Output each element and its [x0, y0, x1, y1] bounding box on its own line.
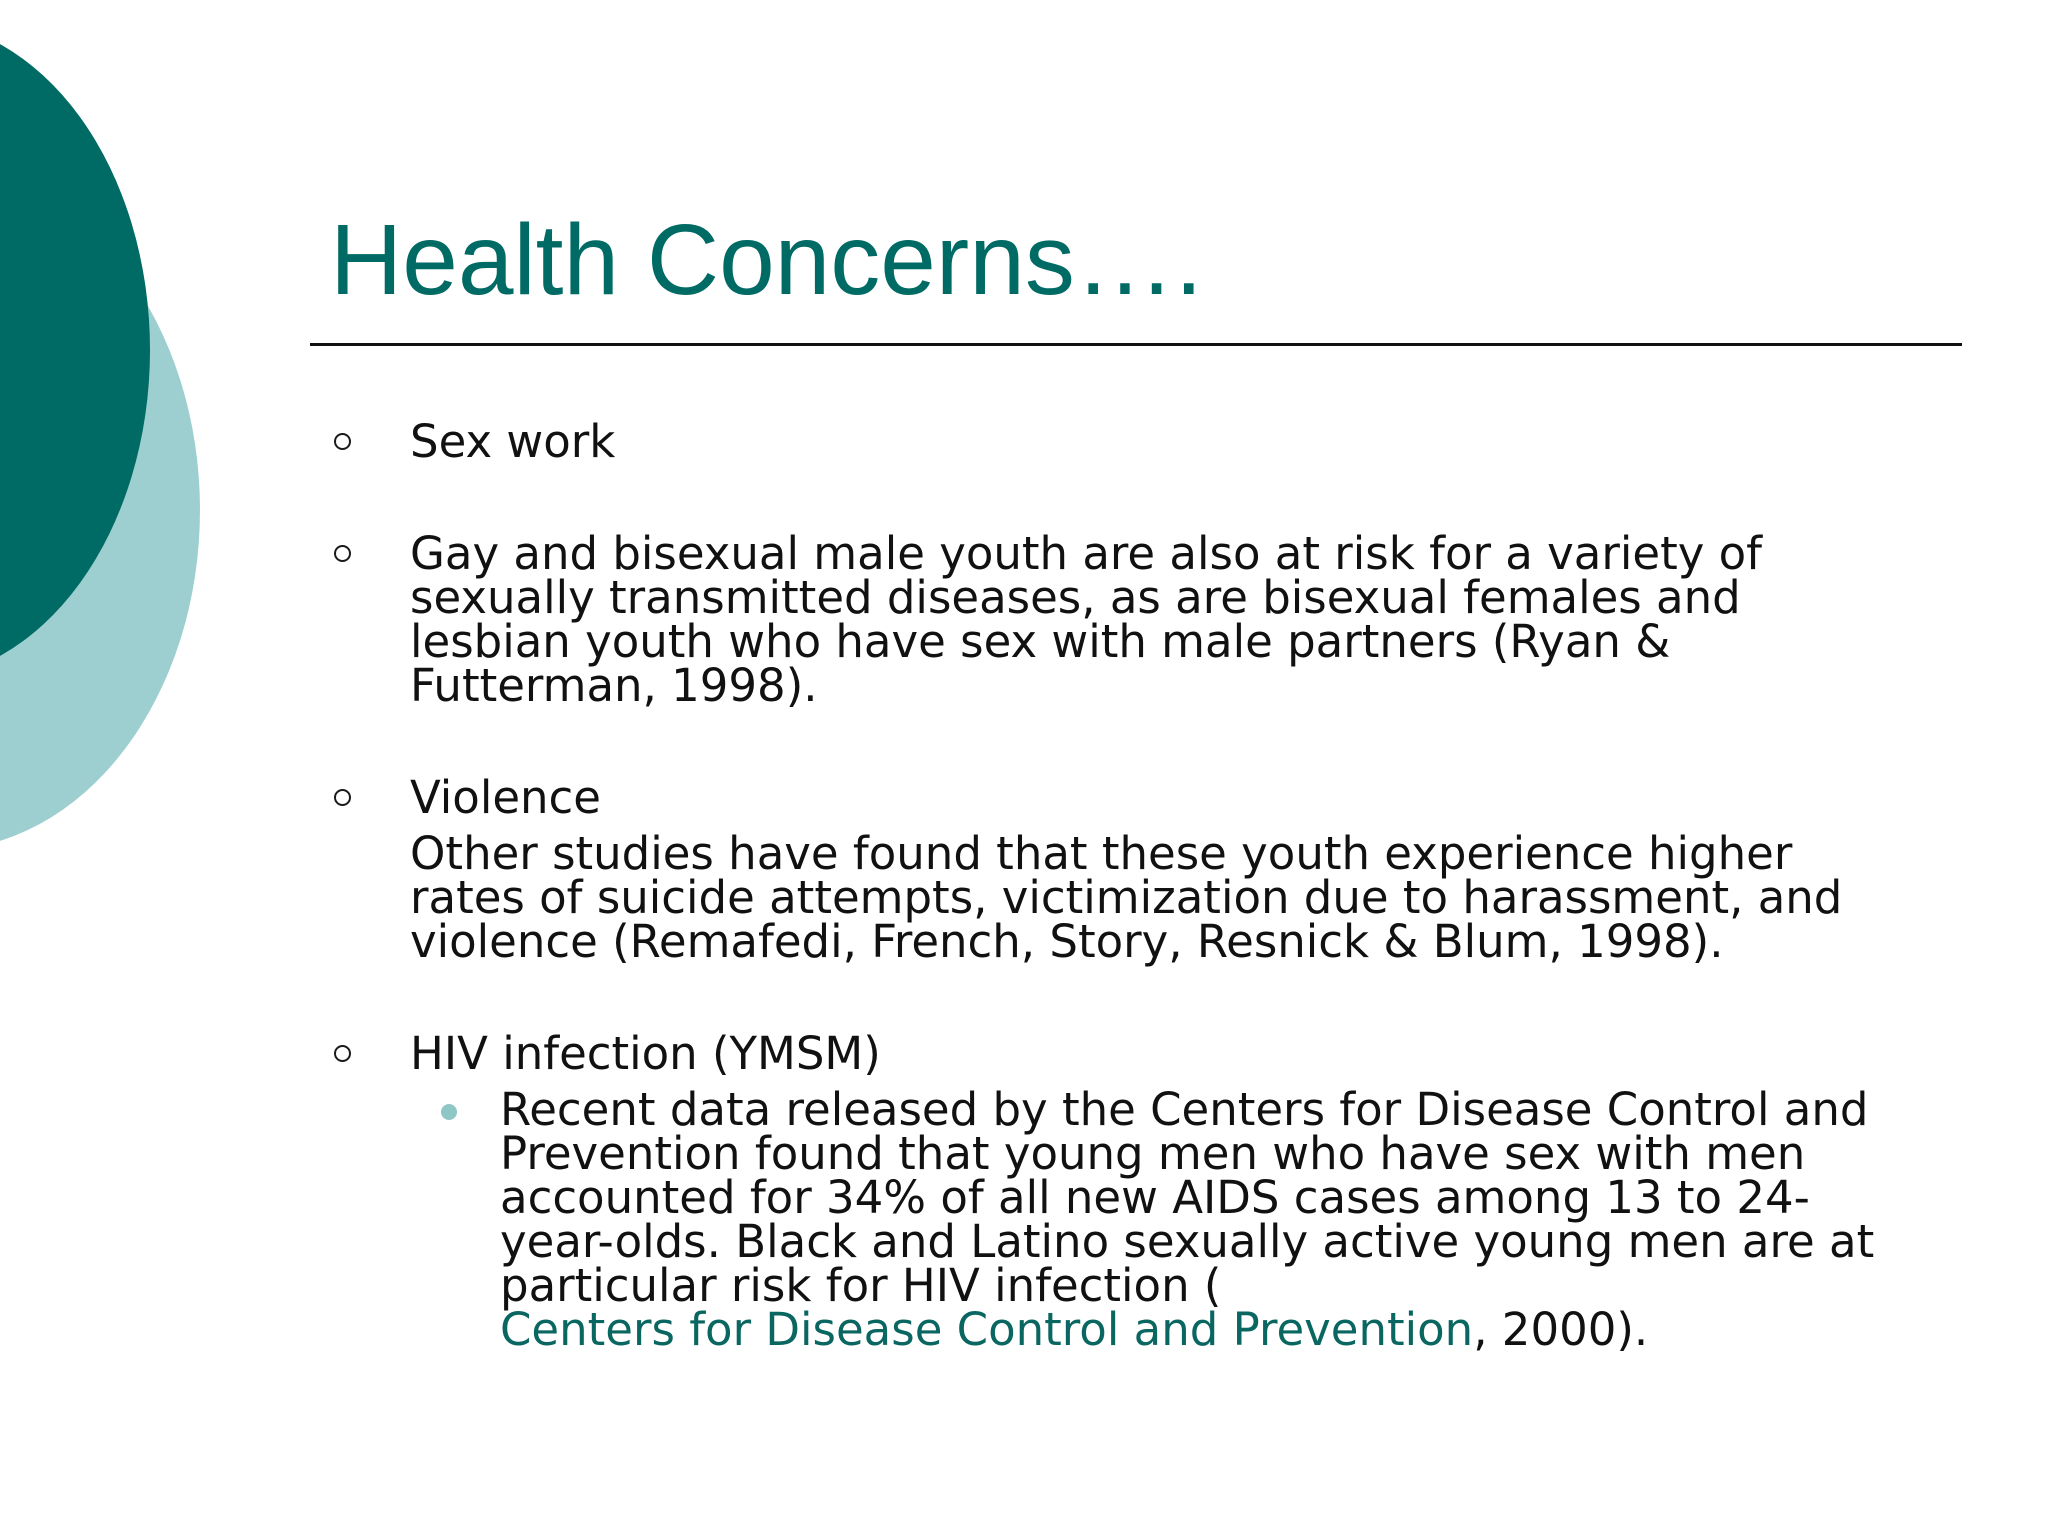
bullet-heading: Violence — [410, 771, 601, 824]
text-line: Gay and bisexual male youth are also at risk for a variety of — [410, 527, 1763, 580]
text-line: violence (Remafedi, French, Story, Resnick & Blum, 1998). — [410, 915, 1724, 968]
text-line: Other studies have found that these youth experience higher — [410, 827, 1793, 880]
text-line: accounted for 34% of all new AIDS cases among 13 to 24- — [500, 1171, 1810, 1224]
hollow-bullet-icon — [334, 789, 351, 806]
citation-line — [500, 1303, 1874, 1356]
sub-bullet-paragraph — [500, 1083, 1875, 1356]
text-line: lesbian youth who have sex with male partners (Ryan & — [410, 615, 1671, 668]
slide-title: Health Concerns…. — [330, 204, 1203, 316]
text-line: Futterman, 1998). — [410, 659, 818, 712]
citation-suffix: , 2000). — [1473, 1303, 1649, 1356]
hollow-bullet-icon — [334, 433, 351, 450]
cdc-link[interactable]: Centers for Disease Control and Prevention — [500, 1303, 1474, 1356]
bullet-paragraph — [410, 527, 1763, 712]
hollow-bullet-icon — [334, 1045, 351, 1062]
text-line: Recent data released by the Centers for Disease Control and — [500, 1083, 1869, 1136]
filled-sub-bullet-icon — [441, 1104, 457, 1120]
bullet-heading: HIV infection (YMSM) — [410, 1027, 881, 1080]
text-line: rates of suicide attempts, victimization due to harassment, and — [410, 871, 1843, 924]
bullet-heading: Sex work — [410, 415, 616, 468]
title-divider — [310, 343, 1962, 346]
hollow-bullet-icon — [334, 545, 351, 562]
text-line: particular risk for HIV infection ( — [500, 1259, 1222, 1312]
text-line: sexually transmitted diseases, as are bisexual females and — [410, 571, 1741, 624]
text-line: year-olds. Black and Latino sexually active young men are at — [500, 1215, 1875, 1268]
bullet-paragraph — [410, 827, 1843, 968]
text-line: Prevention found that young men who have sex with men — [500, 1127, 1806, 1180]
